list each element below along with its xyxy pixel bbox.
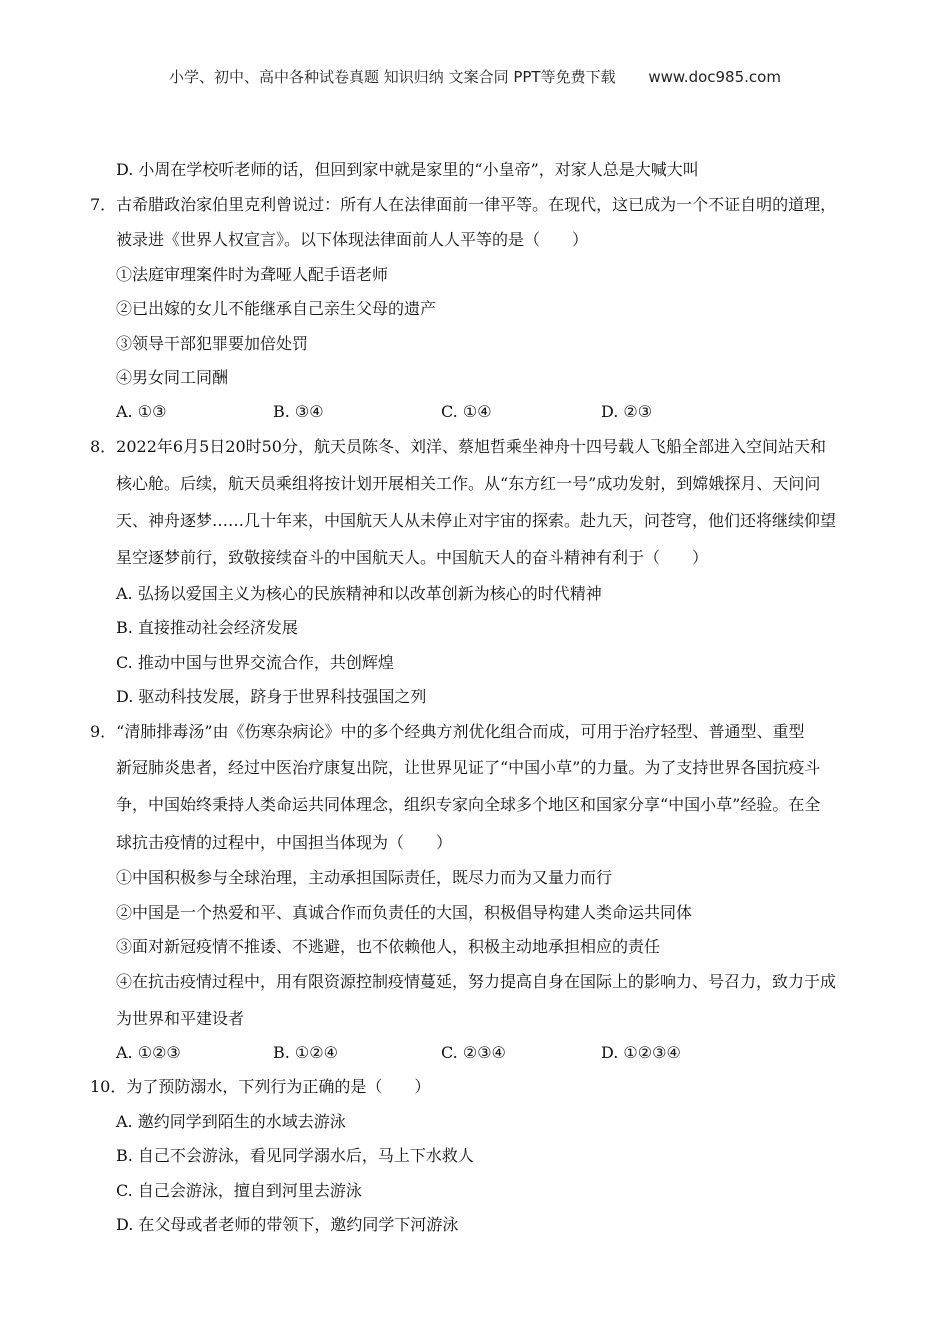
q7-stem-line1: 7．古希腊政治家伯里克利曾说过：所有人在法律面前一律平等。在现代，这已成为一个不证自明的道理， [90,195,837,214]
q9-choice-a: A. ①②③ [116,1043,181,1062]
page-header [0,66,950,87]
q8-option-d: D. 驱动科技发展，跻身于世界科技强国之列 [116,687,427,706]
q8-stem-line2: 核心舱。后续，航天员乘组将按计划开展相关工作。从“东方红一号”成功发射，到嫦娥探月、天问问 [116,474,821,493]
q9-stem-line2: 新冠肺炎患者，经过中医治疗康复出院，让世界见证了“中国小草”的力量。为了支持世界各国抗疫斗 [116,758,821,777]
q8-stem-line4: 星空逐梦前行，致敬接续奋斗的中国航天人。中国航天人的奋斗精神有利于（ ） [116,548,709,567]
q8-option-b: B. 直接推动社会经济发展 [116,618,298,637]
q9-item-4-cont: 为世界和平建设者 [116,1009,245,1028]
q10-option-a: A. 邀约同学到陌生的水域去游泳 [116,1112,346,1131]
q9-choice-d: D. ①②③④ [601,1043,681,1062]
q7-choice-c: C. ①④ [441,402,492,421]
q9-stem-line4: 球抗击疫情的过程中，中国担当体现为（ ） [116,833,453,852]
q10-stem: 10．为了预防溺水，下列行为正确的是（ ） [90,1077,431,1096]
q9-stem-line1: 9．“清肺排毒汤”由《伤寒杂病论》中的多个经典方剂优化组合而成，可用于治疗轻型、普通型、重型 [90,722,805,741]
q6-option-d: D. 小周在学校听老师的话，但回到家中就是家里的“小皇帝”，对家人总是大喊大叫 [116,160,699,179]
q8-option-c: C. 推动中国与世界交流合作，共创辉煌 [116,653,394,672]
q8-option-a: A. 弘扬以爱国主义为核心的民族精神和以改革创新为核心的时代精神 [116,584,602,603]
q7-item-3: ③领导干部犯罪要加倍处罚 [116,334,309,353]
header-site-link[interactable]: www.doc985.com [648,68,781,86]
q9-choices [116,1043,816,1063]
q8-stem-line3: 天、神舟逐梦……几十年来，中国航天人从未停止对宇宙的探索。赴九天，问苍穹，他们还将继续仰望 [116,511,837,530]
q9-choice-c: C. ②③④ [441,1043,506,1062]
q7-choice-d: D. ②③ [601,402,653,421]
q9-item-2: ②中国是一个热爱和平、真诚合作而负责任的大国，积极倡导构建人类命运共同体 [116,903,693,922]
header-text: 小学、初中、高中各种试卷真题 知识归纳 文案合同 PPT等免费下载 [169,68,616,86]
q9-item-4: ④在抗击疫情过程中，用有限资源控制疫情蔓延，努力提高自身在国际上的影响力、号召力，致力于成 [116,972,837,991]
q9-item-3: ③面对新冠疫情不推诿、不逃避，也不依赖他人，积极主动地承担相应的责任 [116,937,661,956]
q10-option-c: C. 自己会游泳，擅自到河里去游泳 [116,1181,362,1200]
q9-item-1: ①中国积极参与全球治理，主动承担国际责任，既尽力而为又量力而行 [116,868,613,887]
q7-stem-line2: 被录进《世界人权宣言》。以下体现法律面前人人平等的是（ ） [116,230,589,249]
q7-choice-a: A. ①③ [116,402,167,421]
q8-stem-line1: 8．2022年6月5日20时50分，航天员陈冬、刘洋、蔡旭哲乘坐神舟十四号载人飞船全部进入空间站天和 [90,437,826,456]
q7-item-4: ④男女同工同酬 [116,368,229,387]
q7-item-2: ②已出嫁的女儿不能继承自己亲生父母的遗产 [116,299,437,318]
q9-stem-line3: 争，中国始终秉持人类命运共同体理念，组织专家向全球多个地区和国家分享“中国小草”经验。在全 [116,795,821,814]
q7-choices [116,402,816,422]
q10-option-b: B. 自己不会游泳，看见同学溺水后，马上下水救人 [116,1146,474,1165]
q7-item-1: ①法庭审理案件时为聋哑人配手语老师 [116,265,389,284]
q10-option-d: D. 在父母或者老师的带领下，邀约同学下河游泳 [116,1215,459,1234]
q9-choice-b: B. ①②④ [273,1043,338,1062]
q7-choice-b: B. ③④ [273,402,324,421]
